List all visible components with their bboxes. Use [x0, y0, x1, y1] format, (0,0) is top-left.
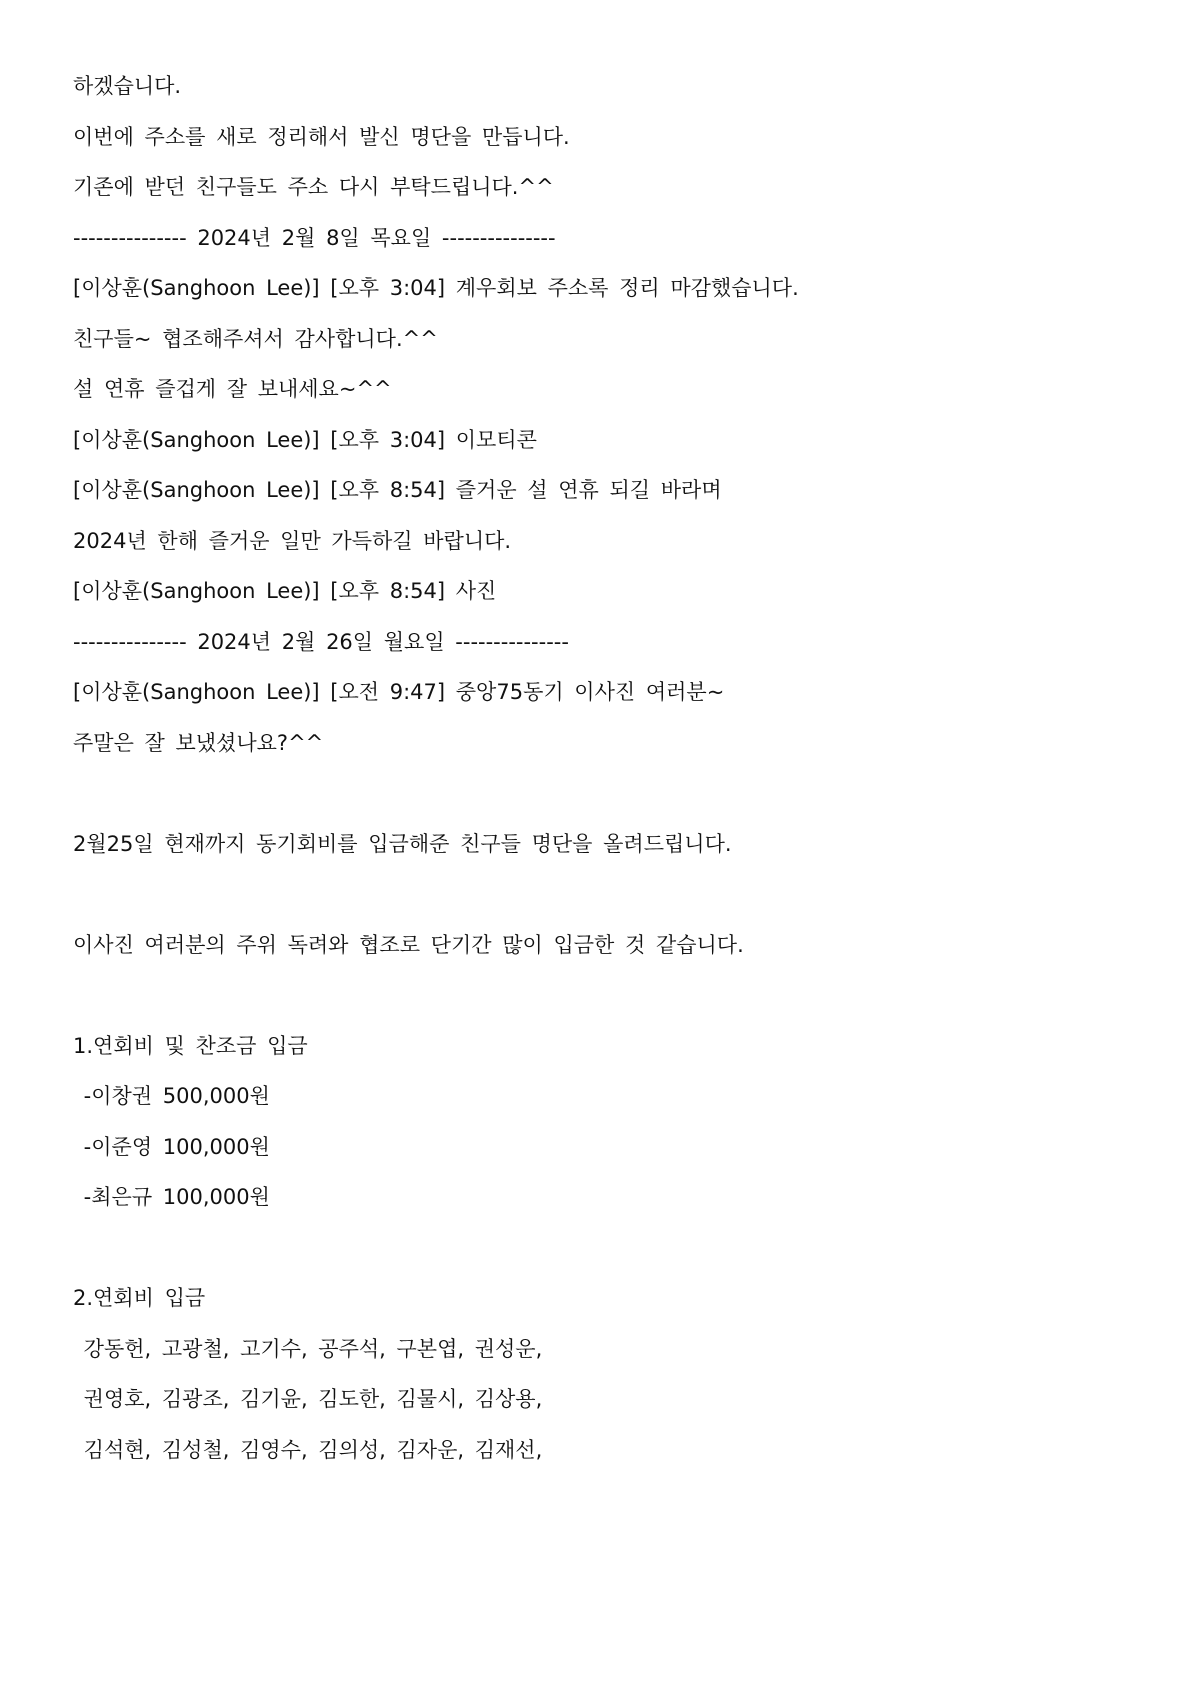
text-line: 2월25일 현재까지 동기회비를 입금해준 친구들 명단을 올려드립니다.	[73, 832, 732, 856]
name-list-row: 김석현, 김성철, 김영수, 김의성, 김자운, 김재선,	[73, 1438, 543, 1462]
message-line: [이상훈(Sanghoon Lee)] [오후 3:04] 계우회보 주소록 정리 마감했습니다.	[73, 276, 799, 300]
text-line: 설 연휴 즐겁게 잘 보내세요~^^	[73, 377, 392, 401]
text-line: 2024년 한해 즐거운 일만 가득하길 바랍니다.	[73, 529, 512, 553]
message-line: [이상훈(Sanghoon Lee)] [오전 9:47] 중앙75동기 이사진 여러분~	[73, 680, 725, 704]
list-item: -이준영 100,000원	[73, 1135, 270, 1159]
date-separator: --------------- 2024년 2월 8일 목요일 ---------------	[73, 226, 556, 250]
section-heading: 1.연회비 및 찬조금 입금	[73, 1034, 308, 1058]
text-line: 하겠습니다.	[73, 74, 182, 98]
text-line: 친구들~ 협조해주셔서 감사합니다.^^	[73, 327, 438, 351]
text-line: 이번에 주소를 새로 정리해서 발신 명단을 만듭니다.	[73, 125, 570, 149]
message-line: [이상훈(Sanghoon Lee)] [오후 8:54] 즐거운 설 연휴 되길 바라며	[73, 478, 722, 502]
text-line: 기존에 받던 친구들도 주소 다시 부탁드립니다.^^	[73, 175, 554, 199]
list-item: -이창권 500,000원	[73, 1084, 270, 1108]
text-line: 이사진 여러분의 주위 독려와 협조로 단기간 많이 입금한 것 같습니다.	[73, 933, 744, 957]
name-list-row: 권영호, 김광조, 김기윤, 김도한, 김물시, 김상용,	[73, 1387, 543, 1411]
text-line: 주말은 잘 보냈셨나요?^^	[73, 731, 324, 755]
date-separator: --------------- 2024년 2월 26일 월요일 ---------------	[73, 630, 569, 654]
section-heading: 2.연회비 입금	[73, 1286, 206, 1310]
message-line: [이상훈(Sanghoon Lee)] [오후 3:04] 이모티콘	[73, 428, 537, 452]
name-list-row: 강동헌, 고광철, 고기수, 공주석, 구본엽, 권성운,	[73, 1337, 543, 1361]
message-line: [이상훈(Sanghoon Lee)] [오후 8:54] 사진	[73, 579, 497, 603]
list-item: -최은규 100,000원	[73, 1185, 270, 1209]
